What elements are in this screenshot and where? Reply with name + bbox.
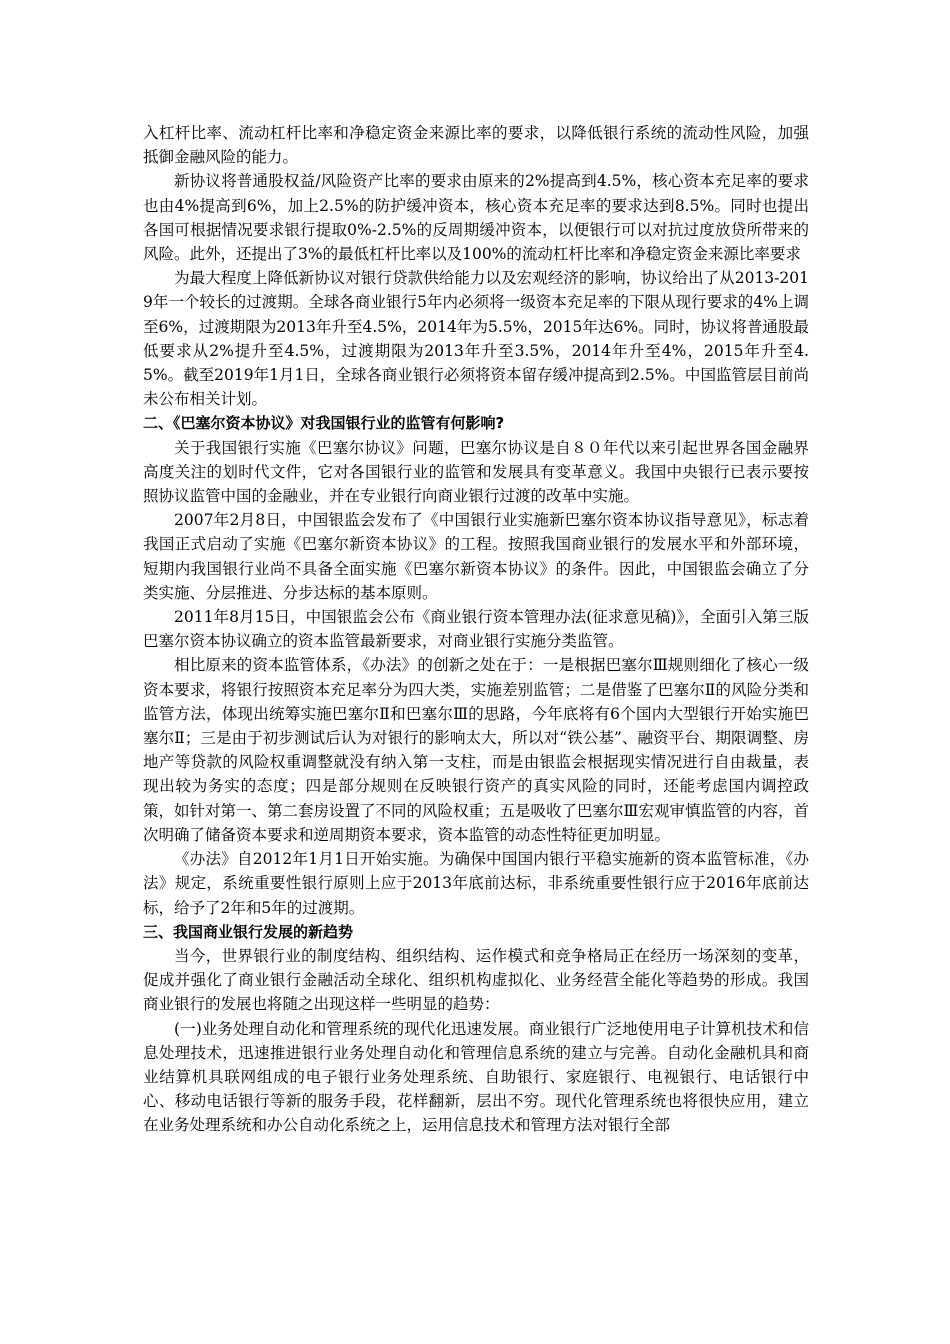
paragraph: 2007年2月8日，中国银监会发布了《中国银行业实施新巴塞尔资本协议指导意见》，标志着我国正式启动了实施《巴塞尔新资本协议》的工程。按照我国商业银行的发展水平和外部环境，短期内我国银行业尚不具备全面实施《巴塞尔新资本协议》的条件。因此，中国银监会确立了分类实施、分层推进、分步达标的基本原则。: [143, 511, 809, 602]
paragraph: 为最大程度上降低新协议对银行贷款供给能力以及宏观经济的影响，协议给出了从2013-2019年一个较长的过渡期。全球各商业银行5年内必须将一级资本充足率的下限从现行要求的4%上调至6%，过渡期限为2013年升至4.5%，2014年为5.5%，2015年达6%。同时，协议将普通股最低要求从2%提升至4.5%，过渡期限为2013年升至3.5%，2014年升至4%，2015年升至4.5%。截至2019年1月1日，全球各商业银行必须将资本留存缓冲提高到2.5%。中国监管层目前尚未公布相关计划。: [143, 269, 809, 409]
paragraph: 《办法》自2012年1月1日开始实施。为确保中国国内银行平稳实施新的资本监管标准，《办法》规定，系统重要性银行原则上应于2013年底前达标，非系统重要性银行应于2016年底前达标，给予了2年和5年的过渡期。: [143, 850, 809, 917]
paragraph: 2011年8月15日，中国银监会公布《商业银行资本管理办法(征求意见稿)》，全面引入第三版巴塞尔资本协议确立的资本监管最新要求，对商业银行实施分类监管。: [143, 608, 809, 651]
document-page: [143, 121, 809, 1138]
section-heading: 三、我国商业银行发展的新趋势: [143, 922, 354, 941]
paragraph: 当今，世界银行业的制度结构、组织结构、运作模式和竞争格局正在经历一场深刻的变革，促成并强化了商业银行金融活动全球化、组织机构虚拟化、业务经营全能化等趋势的形成。我国商业银行的发展也将随之出现这样一些明显的趋势：: [143, 946, 809, 1014]
paragraph: 入杠杆比率、流动杠杆比率和净稳定资金来源比率的要求，以降低银行系统的流动性风险，加强抵御金融风险的能力。: [143, 124, 809, 167]
section-heading: 二、《巴塞尔资本协议》对我国银行业的监管有何影响?: [143, 414, 505, 433]
paragraph: 相比原来的资本监管体系，《办法》的创新之处在于：一是根据巴塞尔Ⅲ规则细化了核心一级资本要求，将银行按照资本充足率分为四大类，实施差别监管；二是借鉴了巴塞尔Ⅱ的风险分类和监管方法，体现出统筹实施巴塞尔Ⅱ和巴塞尔Ⅲ的思路，今年底将有6个国内大型银行开始实施巴塞尔Ⅱ；三是由于初步测试后认为对银行的影响太大，所以对“铁公基”、融资平台、期限调整、房地产等贷款的风险权重调整就没有纳入第一支柱，而是由银监会根据现实情况进行自由裁量，表现出较为务实的态度；四是部分规则在反映银行资产的真实风险的同时，还能考虑国内调控政策，如针对第一、第二套房设置了不同的风险权重；五是吸收了巴塞尔Ⅲ宏观审慎监管的内容，首次明确了储备资本要求和逆周期资本要求，资本监管的动态性特征更加明显。: [143, 656, 809, 844]
paragraph: 新协议将普通股权益/风险资产比率的要求由原来的2%提高到4.5%，核心资本充足率的要求也由4%提高到6%，加上2.5%的防护缓冲资本，核心资本充足率的要求达到8.5%。同时也提出各国可根据情况要求银行提取0%-2.5%的反周期缓冲资本，以便银行可以对抗过度放贷所带来的风险。此外，还提出了3%的最低杠杆比率以及100%的流动杠杆比率和净稳定资金来源比率要求: [143, 172, 809, 264]
paragraph: 关于我国银行实施《巴塞尔协议》问题，巴塞尔协议是自８０年代以来引起世界各国金融界高度关注的划时代文件，它对各国银行业的监管和发展具有变革意义。我国中央银行已表示要按照协议监管中国的金融业，并在专业银行向商业银行过渡的改革中实施。: [143, 438, 809, 506]
paragraph: (一)业务处理自动化和管理系统的现代化迅速发展。商业银行广泛地使用电子计算机技术和信息处理技术，迅速推进银行业务处理自动化和管理信息系统的建立与完善。自动化金融机具和商业结算机具联网组成的电子银行业务处理系统、自助银行、家庭银行、电视银行、电话银行中心、移动电话银行等新的服务手段，花样翻新，层出不穷。现代化管理系统也将很快应用，建立在业务处理系统和办公自动化系统之上，运用信息技术和管理方法对银行全部: [143, 1019, 809, 1135]
